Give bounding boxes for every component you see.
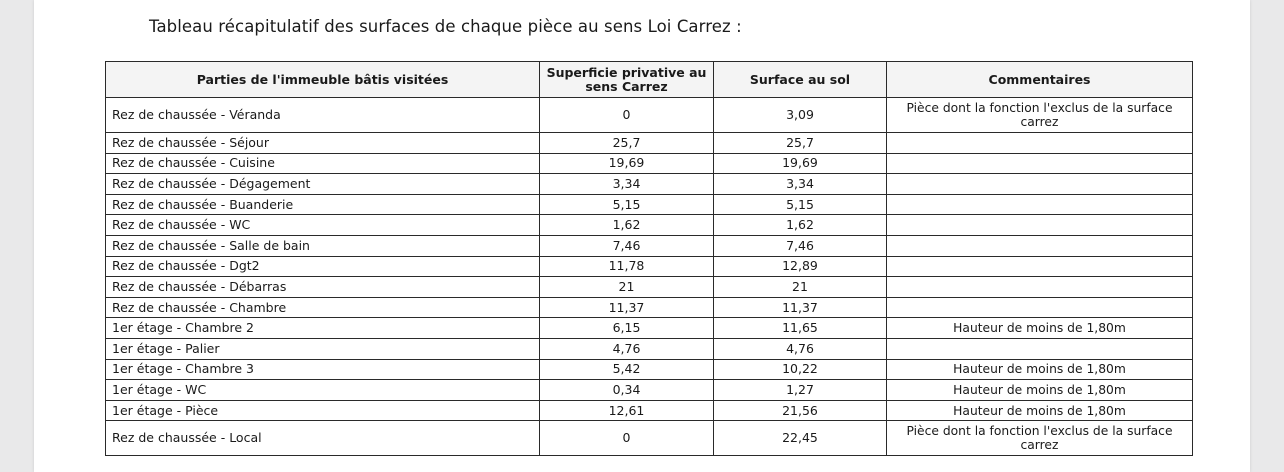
cell-partie: Rez de chaussée - Chambre [106, 297, 540, 318]
cell-commentaire [887, 338, 1193, 359]
cell-carrez: 1,62 [540, 215, 714, 236]
cell-sol: 21 [714, 277, 887, 298]
cell-carrez: 0 [540, 98, 714, 133]
cell-carrez: 6,15 [540, 318, 714, 339]
cell-commentaire: Pièce dont la fonction l'exclus de la surface carrez [887, 421, 1193, 456]
table-row [106, 359, 1193, 380]
cell-commentaire [887, 153, 1193, 174]
cell-partie: Rez de chaussée - Cuisine [106, 153, 540, 174]
table-row [106, 318, 1193, 339]
cell-sol: 7,46 [714, 235, 887, 256]
table-row [106, 174, 1193, 195]
cell-partie: 1er étage - Palier [106, 338, 540, 359]
cell-sol: 11,65 [714, 318, 887, 339]
table-row [106, 215, 1193, 236]
column-header-commentaires: Commentaires [887, 62, 1193, 98]
surfaces-table [105, 61, 1193, 456]
cell-carrez: 7,46 [540, 235, 714, 256]
table-row [106, 153, 1193, 174]
cell-commentaire: Hauteur de moins de 1,80m [887, 318, 1193, 339]
table-row [106, 98, 1193, 133]
cell-carrez: 11,78 [540, 256, 714, 277]
cell-sol: 12,89 [714, 256, 887, 277]
cell-partie: Rez de chaussée - Dgt2 [106, 256, 540, 277]
column-header-superficie-carrez: Superficie privative au sens Carrez [540, 62, 714, 98]
cell-carrez: 25,7 [540, 133, 714, 154]
table-row [106, 421, 1193, 456]
cell-partie: 1er étage - WC [106, 380, 540, 401]
cell-commentaire [887, 174, 1193, 195]
cell-partie: Rez de chaussée - Salle de bain [106, 235, 540, 256]
cell-partie: Rez de chaussée - Séjour [106, 133, 540, 154]
cell-sol: 5,15 [714, 194, 887, 215]
cell-commentaire [887, 194, 1193, 215]
cell-sol: 25,7 [714, 133, 887, 154]
cell-carrez: 4,76 [540, 338, 714, 359]
cell-sol: 1,27 [714, 380, 887, 401]
table-row [106, 277, 1193, 298]
cell-partie: 1er étage - Pièce [106, 400, 540, 421]
cell-sol: 3,09 [714, 98, 887, 133]
table-row [106, 380, 1193, 401]
cell-commentaire [887, 297, 1193, 318]
table-header-row [106, 62, 1193, 98]
cell-sol: 1,62 [714, 215, 887, 236]
cell-carrez: 21 [540, 277, 714, 298]
cell-commentaire [887, 215, 1193, 236]
cell-partie: 1er étage - Chambre 3 [106, 359, 540, 380]
cell-sol: 22,45 [714, 421, 887, 456]
cell-partie: Rez de chaussée - Débarras [106, 277, 540, 298]
table-row [106, 133, 1193, 154]
cell-commentaire: Hauteur de moins de 1,80m [887, 380, 1193, 401]
cell-carrez: 0,34 [540, 380, 714, 401]
cell-sol: 10,22 [714, 359, 887, 380]
column-header-parties: Parties de l'immeuble bâtis visitées [106, 62, 540, 98]
cell-carrez: 0 [540, 421, 714, 456]
table-row [106, 235, 1193, 256]
table-row [106, 338, 1193, 359]
cell-partie: Rez de chaussée - Dégagement [106, 174, 540, 195]
cell-carrez: 11,37 [540, 297, 714, 318]
cell-sol: 21,56 [714, 400, 887, 421]
table-row [106, 256, 1193, 277]
cell-sol: 3,34 [714, 174, 887, 195]
document-page [34, 0, 1250, 472]
cell-partie: Rez de chaussée - WC [106, 215, 540, 236]
cell-partie: Rez de chaussée - Véranda [106, 98, 540, 133]
cell-carrez: 19,69 [540, 153, 714, 174]
cell-carrez: 3,34 [540, 174, 714, 195]
cell-carrez: 5,42 [540, 359, 714, 380]
document-title: Tableau récapitulatif des surfaces de chaque pièce au sens Loi Carrez : [149, 17, 742, 36]
cell-carrez: 5,15 [540, 194, 714, 215]
table-row [106, 297, 1193, 318]
cell-partie: Rez de chaussée - Local [106, 421, 540, 456]
cell-commentaire [887, 277, 1193, 298]
cell-sol: 11,37 [714, 297, 887, 318]
cell-commentaire [887, 133, 1193, 154]
cell-sol: 4,76 [714, 338, 887, 359]
cell-commentaire [887, 256, 1193, 277]
cell-partie: Rez de chaussée - Buanderie [106, 194, 540, 215]
table-body [106, 98, 1193, 456]
column-header-surface-sol: Surface au sol [714, 62, 887, 98]
cell-carrez: 12,61 [540, 400, 714, 421]
cell-commentaire: Pièce dont la fonction l'exclus de la surface carrez [887, 98, 1193, 133]
cell-commentaire: Hauteur de moins de 1,80m [887, 359, 1193, 380]
table-row [106, 194, 1193, 215]
table-row [106, 400, 1193, 421]
cell-commentaire: Hauteur de moins de 1,80m [887, 400, 1193, 421]
cell-sol: 19,69 [714, 153, 887, 174]
cell-commentaire [887, 235, 1193, 256]
cell-partie: 1er étage - Chambre 2 [106, 318, 540, 339]
